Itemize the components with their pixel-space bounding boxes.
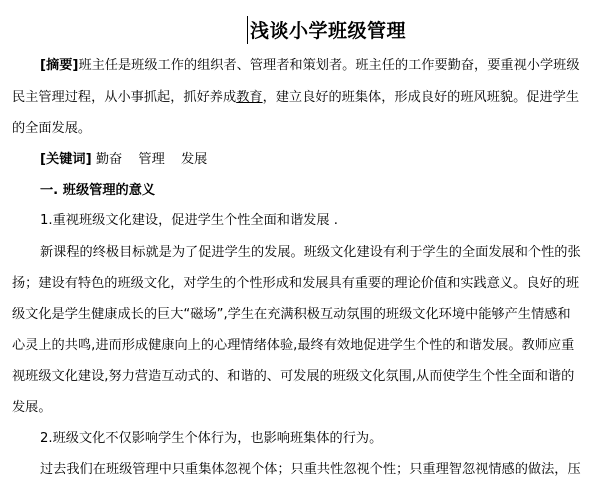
para1-line-4: 心灵上的共鸣,进而形成健康向上的心理情绪体验,最终有效地促进学生个性的和谐发展。教师应重 xyxy=(12,338,575,353)
keyword-1: 勤奋 xyxy=(95,152,123,167)
para1-line-6: 发展。 xyxy=(12,400,52,415)
para2-line-1: 过去我们在班级管理中只重集体忽视个体；只重共性忽视个性；只重理智忽视情感的做法，压 xyxy=(40,462,581,477)
para1-line-5: 视班级文化建设,努力营造互动式的、和谐的、可发展的班级文化氛围,从而使学生个性全面和谐的 xyxy=(12,369,575,384)
abstract-line-1 xyxy=(40,57,580,75)
document-title: 浅谈小学班级管理 xyxy=(250,20,407,42)
text-cursor xyxy=(247,16,248,44)
keywords-line xyxy=(40,151,207,169)
title-row xyxy=(0,10,614,46)
keyword-2: 管理 xyxy=(138,152,165,167)
section-heading-1: 一. 班级管理的意义 xyxy=(40,183,156,198)
para1-line-1: 新课程的终极目标就是为了促进学生的发展。班级文化建设有利于学生的全面发展和个性的张 xyxy=(40,245,581,260)
para1-line-2: 扬；建设有特色的班级文化，对学生的个性形成和发展具有重要的理论价值和实践意义。良好的班 xyxy=(12,276,580,291)
keywords-label: [关键词] xyxy=(40,152,92,167)
subheading-1: 1.重视班级文化建设，促进学生个性全面和谐发展 . xyxy=(40,213,338,228)
abstract-text-3: 的全面发展。 xyxy=(12,121,92,136)
abstract-line-2 xyxy=(12,89,579,107)
subheading-2: 2.班级文化不仅影响学生个体行为，也影响班集体的行为。 xyxy=(40,431,383,446)
abstract-label: [摘要] xyxy=(40,58,79,73)
abstract-text-2a: 民主管理过程，从小事抓起，抓好养成 xyxy=(12,90,237,105)
abstract-text-1: 班主任是班级工作的组织者、管理者和策划者。班主任的工作要勤奋，要重视小学班级 xyxy=(78,58,580,73)
keyword-3: 发展 xyxy=(180,152,208,167)
abstract-text-2b: ，建立良好的班集体，形成良好的班风班貌。促进学生 xyxy=(262,90,580,105)
abstract-link-education[interactable]: 教育 xyxy=(236,90,263,105)
abstract-line-3 xyxy=(12,120,91,138)
para1-line-3: 级文化是学生健康成长的巨大“磁场”,学生在充满积极互动氛围的班级文化环境中能够产生情感和 xyxy=(12,307,571,322)
